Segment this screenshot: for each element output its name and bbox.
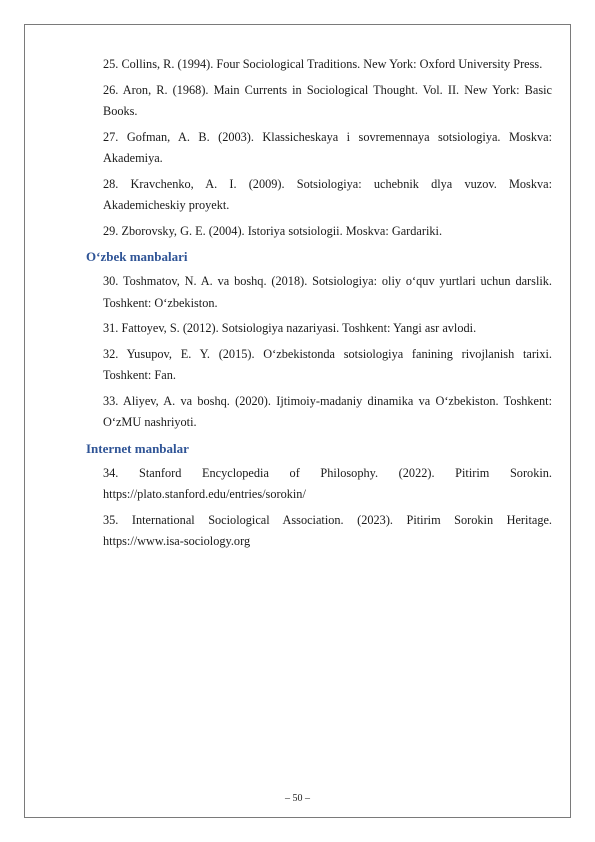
reference-item: 35. International Sociological Association. (2023). Pitirim Sorokin Heritage. https://www.isa-sociology.org <box>103 512 552 548</box>
section-heading-internet-sources: Internet manbalar <box>86 440 189 456</box>
reference-item: 29. Zborovsky, G. E. (2004). Istoriya sotsiologii. Moskva: Gardariki. <box>103 223 443 238</box>
reference-item: 27. Gofman, A. B. (2003). Klassicheskaya i sovremennaya sotsiologiya. Moskva: Akademiya. <box>103 129 552 165</box>
reference-item: 32. Yusupov, E. Y. (2015). O‘zbekistonda sotsiologiya fanining rivojlanish tarixi. Toshkent: Fan. <box>103 346 552 382</box>
reference-item: 34. Stanford Encyclopedia of Philosophy. (2022). Pitirim Sorokin. https://plato.stanford.edu/entries/sorokin/ <box>103 465 552 501</box>
page-number: – 50 – <box>285 793 310 804</box>
section-heading-uzbek-sources: O‘zbek manbalari <box>86 249 188 264</box>
reference-item: 28. Kravchenko, A. I. (2009). Sotsiologiya: uchebnik dlya vuzov. Moskva: Akademicheskiy proyekt. <box>103 176 552 212</box>
reference-item: 25. Collins, R. (1994). Four Sociological Traditions. New York: Oxford University Press. <box>103 57 543 71</box>
reference-item: 30. Toshmatov, N. A. va boshq. (2018). Sotsiologiya: oliy o‘quv yurtlari uchun darslik. Toshkent: O‘zbekiston. <box>103 274 552 310</box>
reference-item: 26. Aron, R. (1968). Main Currents in Sociological Thought. Vol. II. New York: Basic Books. <box>103 82 552 118</box>
references-content <box>86 54 552 557</box>
reference-item: 31. Fattoyev, S. (2012). Sotsiologiya nazariyasi. Toshkent: Yangi asr avlodi. <box>103 321 477 335</box>
reference-item: 33. Aliyev, A. va boshq. (2020). Ijtimoiy-madaniy dinamika va O‘zbekiston. Toshkent: O‘zMU nashriyoti. <box>103 393 552 429</box>
